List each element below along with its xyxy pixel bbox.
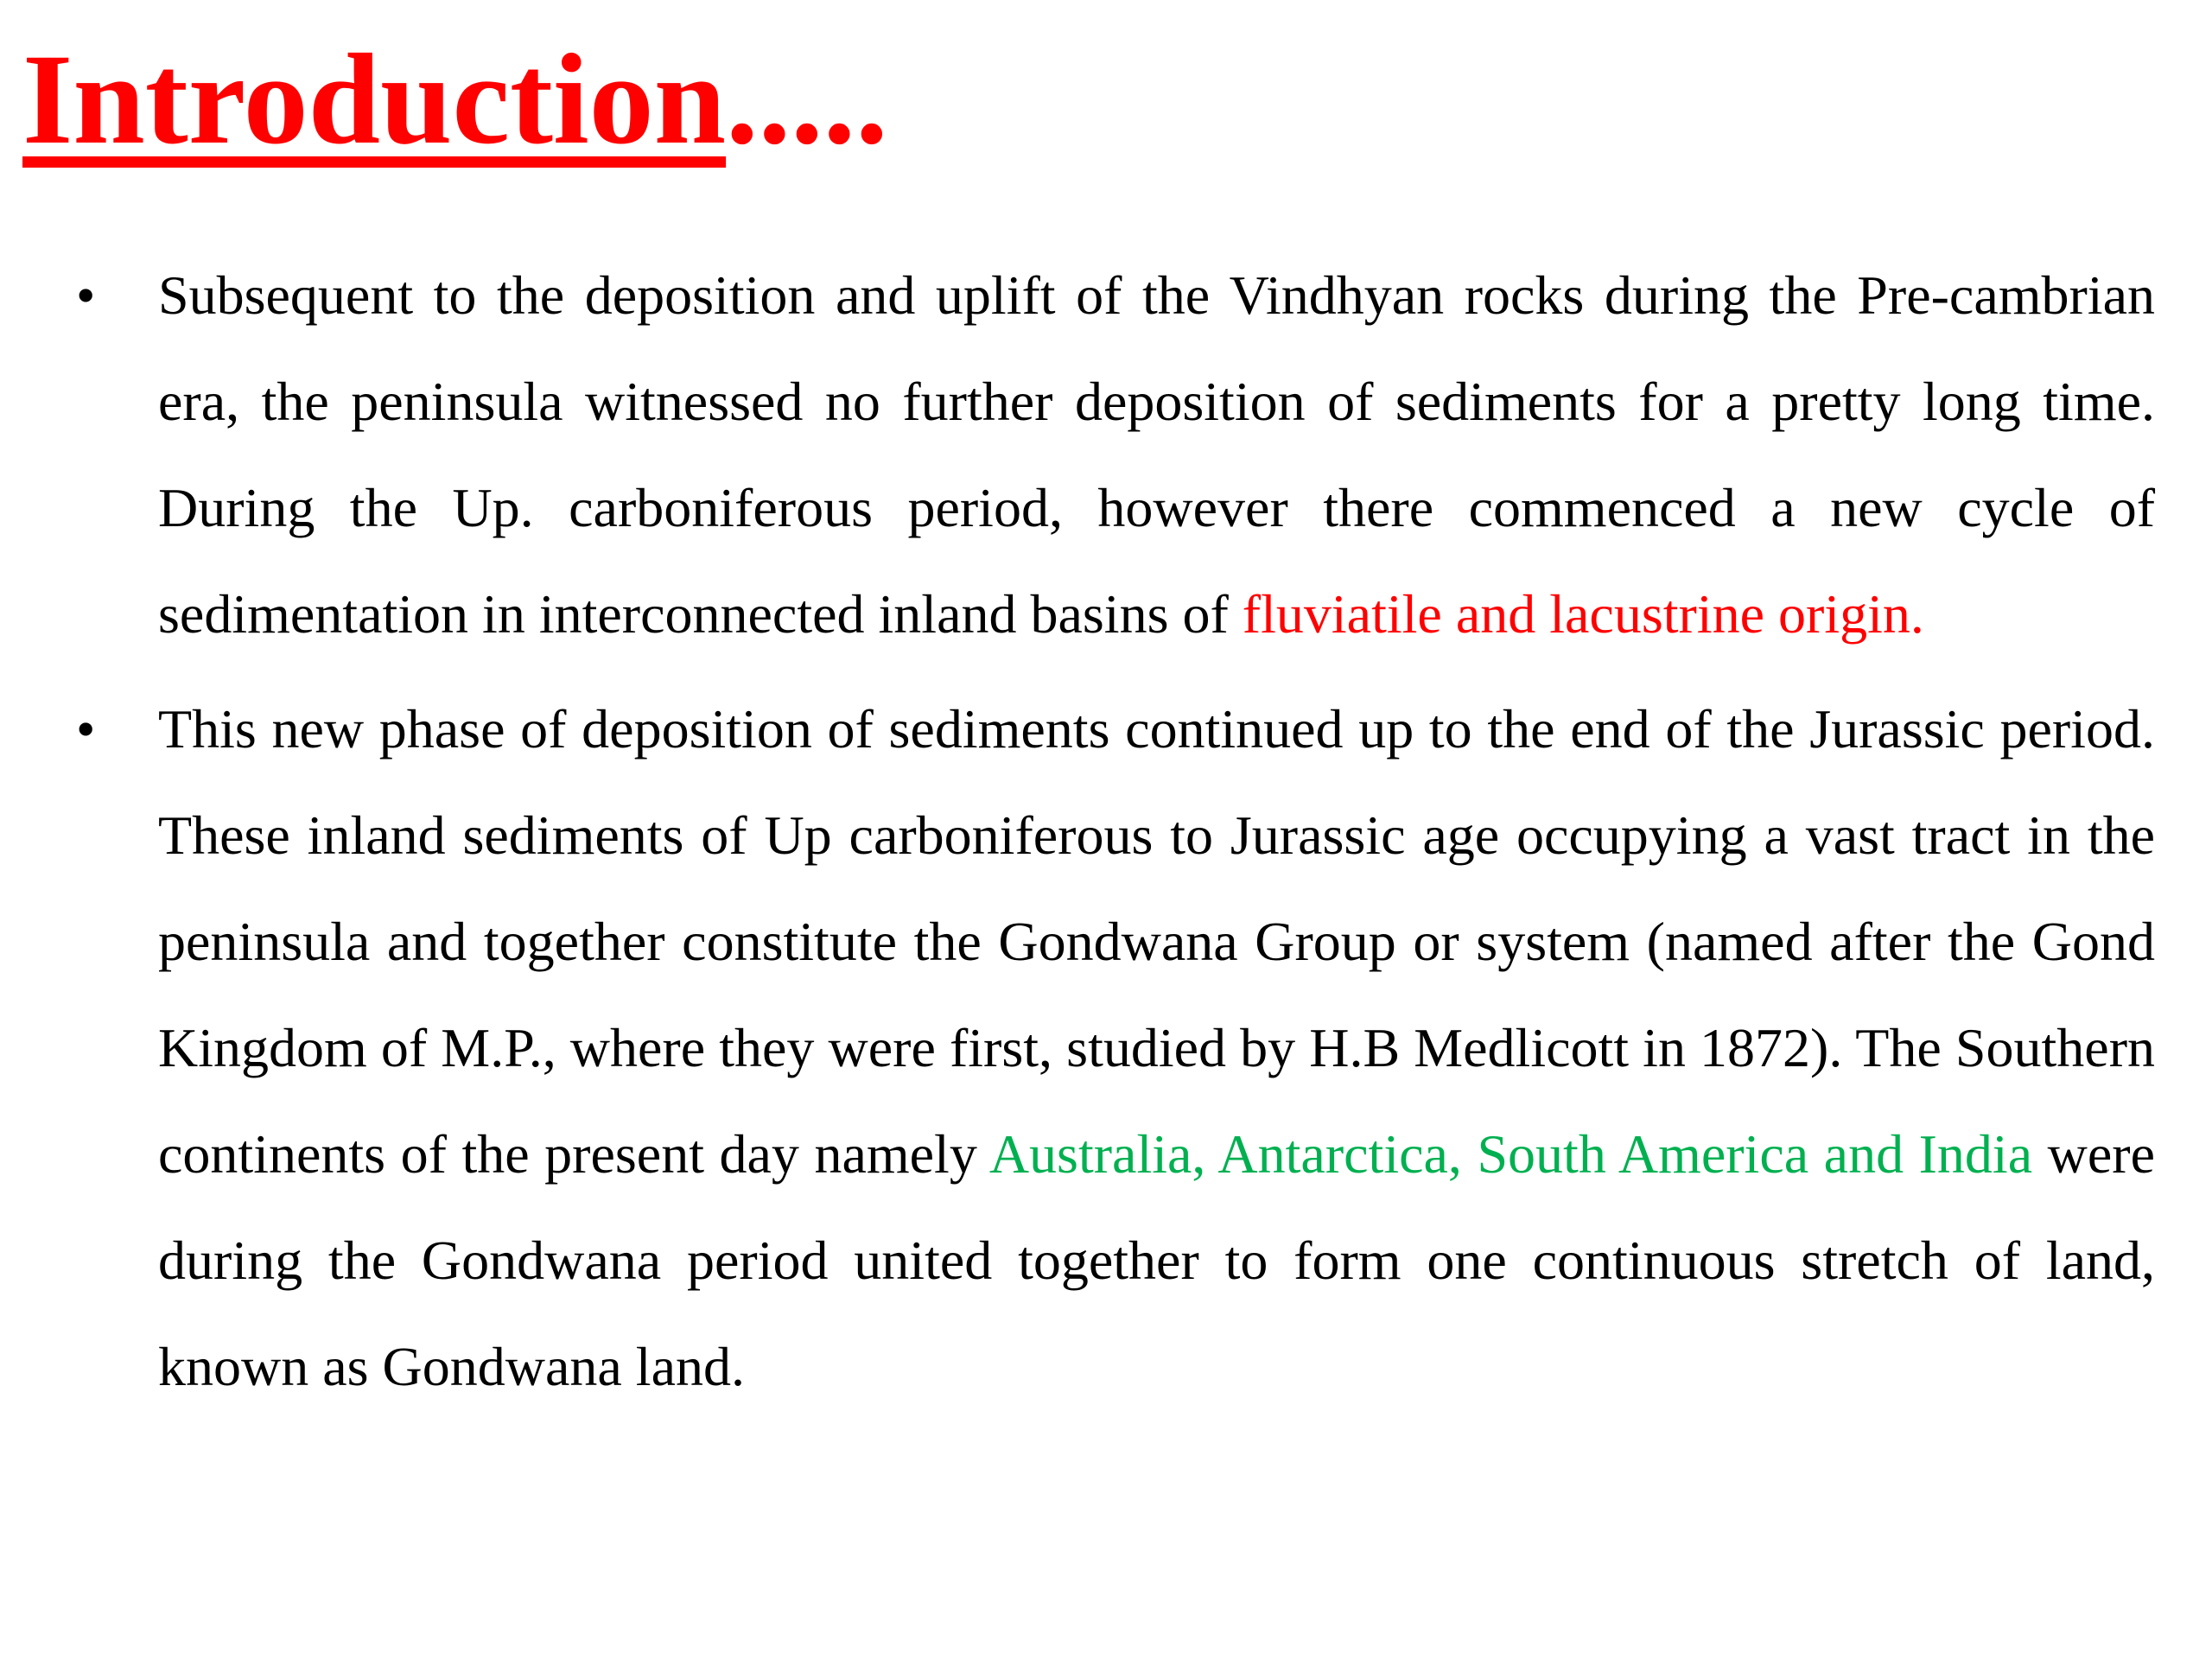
bullet-icon: • (76, 698, 96, 760)
title-text: Introduction (22, 28, 727, 171)
bullet-paragraph (158, 676, 2155, 1420)
bullet-text-after: were during the Gondwana period united together to form one continuous stretch of land, known as Gondwana land. (158, 1123, 2156, 1397)
title-ellipsis: ..... (726, 28, 888, 171)
bullet-paragraph (158, 242, 2155, 667)
bullet-list (0, 242, 2212, 1428)
highlight-origin: fluviatile and lacustrine origin. (1242, 583, 1924, 645)
bullet-item-2 (0, 676, 2212, 1420)
slide-title (22, 26, 888, 173)
bullet-icon: • (76, 264, 96, 326)
highlight-continents: Australia, Antarctica, South America and India (988, 1123, 2033, 1185)
bullet-text: This new phase of deposition of sediments continued up to the end of the Jurassic period. These inland sediments of Up carboniferous to Jurassic age occupying a vast tract in the peninsula and together constitute the Gondwana Group or system (named after the Gond Kingdom of M.P., where they were first, studied by H.B Medlicott in 1872). The Southern continents of the present day namely (158, 698, 2155, 1185)
bullet-text: Subsequent to the deposition and uplift of the Vindhyan rocks during the Pre-cambrian era, the peninsula witnessed no further deposition of sediments for a pretty long time. During the Up. carboniferous period, however there commenced a new cycle of sedimentation in interconnected inland basins of (158, 264, 2155, 645)
bullet-item-1 (0, 242, 2212, 667)
